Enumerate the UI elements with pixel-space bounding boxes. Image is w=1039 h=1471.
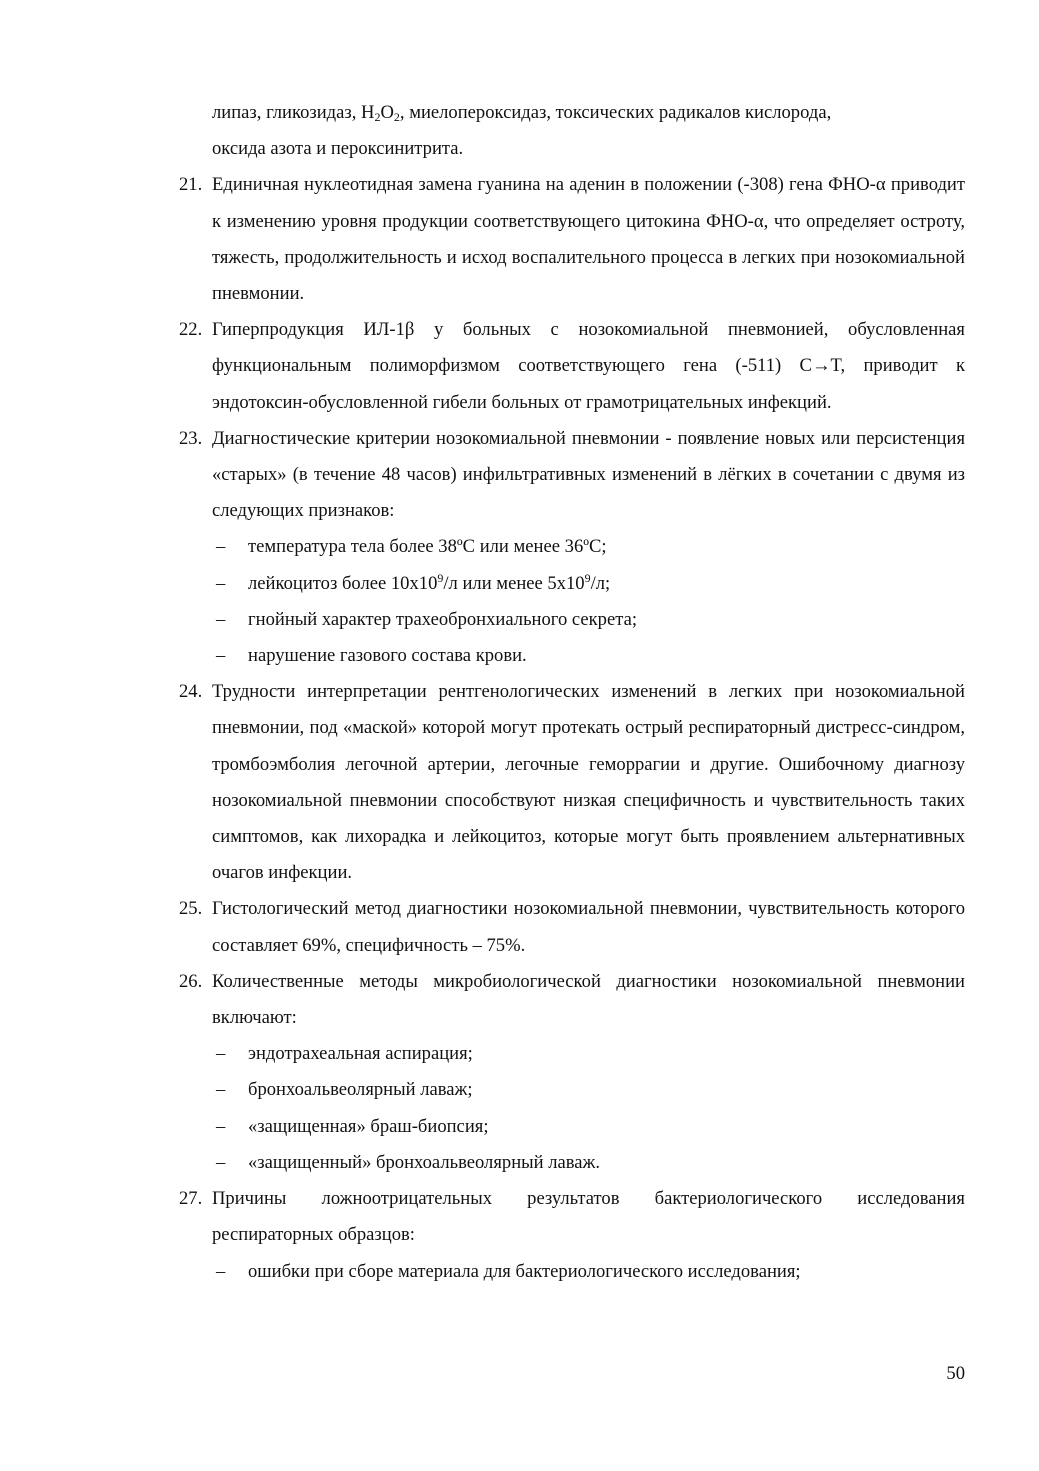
- list-item-23: [179, 421, 965, 530]
- item-text: Единичная нуклеотидная замена гуанина на аденин в положении (-308) гена ФНО-α приводит к изменению уровня продукции соответствующего цитокина ФНО-α, что определяет остроту, тяжесть, продолжительность и исход воспалительного процесса в легких при нозокомиальной пневмонии.: [212, 174, 965, 305]
- list-item-24: [179, 674, 965, 891]
- bullet-item: – ошибки при сборе материала для бактериологического исследования;: [212, 1254, 965, 1290]
- page-content: [179, 95, 965, 1290]
- dash-icon: –: [216, 1043, 226, 1065]
- dash-icon: –: [216, 1151, 226, 1173]
- bullet-item: – «защищенная» браш-биопсия;: [212, 1109, 965, 1145]
- list-item-21: [179, 167, 965, 312]
- list-item-25: [179, 891, 965, 963]
- bullet-item: – нарушение газового состава крови.: [212, 638, 965, 674]
- item-text: Количественные методы микробиологической диагностики нозокомиальной пневмонии включают:: [212, 970, 965, 1029]
- item-number: 25.: [179, 898, 203, 920]
- page-number: 50: [946, 1363, 965, 1384]
- continuation-paragraph: липаз, гликозидаз, $H_2O_2$, миелопероксидаз, токсических радикалов кислорода, оксида азота и пероксинитрита.: [212, 102, 832, 160]
- item-text: Диагностические критерии нозокомиальной пневмонии - появление новых или персистенция «старых» (в течение 48 часов) инфильтративных изменений в лёгких в сочетании с двумя из следующих признаков:: [212, 427, 965, 522]
- item-number: 23.: [179, 427, 203, 449]
- item-number: 21.: [179, 174, 203, 196]
- list-item-27: [179, 1181, 965, 1253]
- bullet-item: – лейкоцитоз более $10х10^9/л$ или менее $5х10^9/л$;: [212, 566, 965, 602]
- item-text: Гистологический метод диагностики нозокомиальной пневмонии, чувствительность которого составляет 69%, специфичность – 75%.: [212, 898, 965, 956]
- bullet-item: – бронхоальвеолярный лаваж;: [212, 1072, 965, 1108]
- item-text: Трудности интерпретации рентгенологических изменений в легких при нозокомиальной пневмонии, под «маской» которой могут протекать острый респираторный дистресс-синдром, тромбоэмболия легочной артерии, легочные геморрагии и другие. Ошибочному диагнозу нозокомиальной пневмонии способствуют низкая специфичность и чувствительность таких симптомов, как лихорадка и лейкоцитоз, которые могут быть проявлением альтернативных очагов инфекции.: [212, 681, 965, 884]
- dash-icon: –: [216, 536, 226, 558]
- item-number: 24.: [179, 681, 203, 703]
- bullet-item: – «защищенный» бронхоальвеолярный лаваж.: [212, 1145, 965, 1181]
- dash-icon: –: [216, 1115, 226, 1137]
- bullet-item: – температура тела более 38ºС или менее 36ºС;: [212, 529, 965, 565]
- bullet-item: – эндотрахеальная аспирация;: [212, 1036, 965, 1072]
- item-number: 22.: [179, 319, 203, 341]
- item-text: Гиперпродукция ИЛ-1β у больных с нозокомиальной пневмонией, обусловленная функциональным полиморфизмом соответствующего гена (-511) C→T, приводит к эндотоксин-обусловленной гибели больных от грамотрицательных инфекций.: [212, 319, 965, 413]
- dash-icon: –: [216, 1260, 226, 1282]
- item-number: 26.: [179, 970, 203, 992]
- list-item-26: [179, 964, 965, 1036]
- item-number: 27.: [179, 1188, 203, 1210]
- dash-icon: –: [216, 1079, 226, 1101]
- bullet-item: – гнойный характер трахеобронхиального секрета;: [212, 602, 965, 638]
- dash-icon: –: [216, 572, 226, 594]
- item-text: Причины ложноотрицательных результатов бактериологического исследования респираторных образцов:: [212, 1188, 965, 1246]
- list-item-22: [179, 312, 965, 421]
- dash-icon: –: [216, 645, 226, 667]
- dash-icon: –: [216, 608, 226, 630]
